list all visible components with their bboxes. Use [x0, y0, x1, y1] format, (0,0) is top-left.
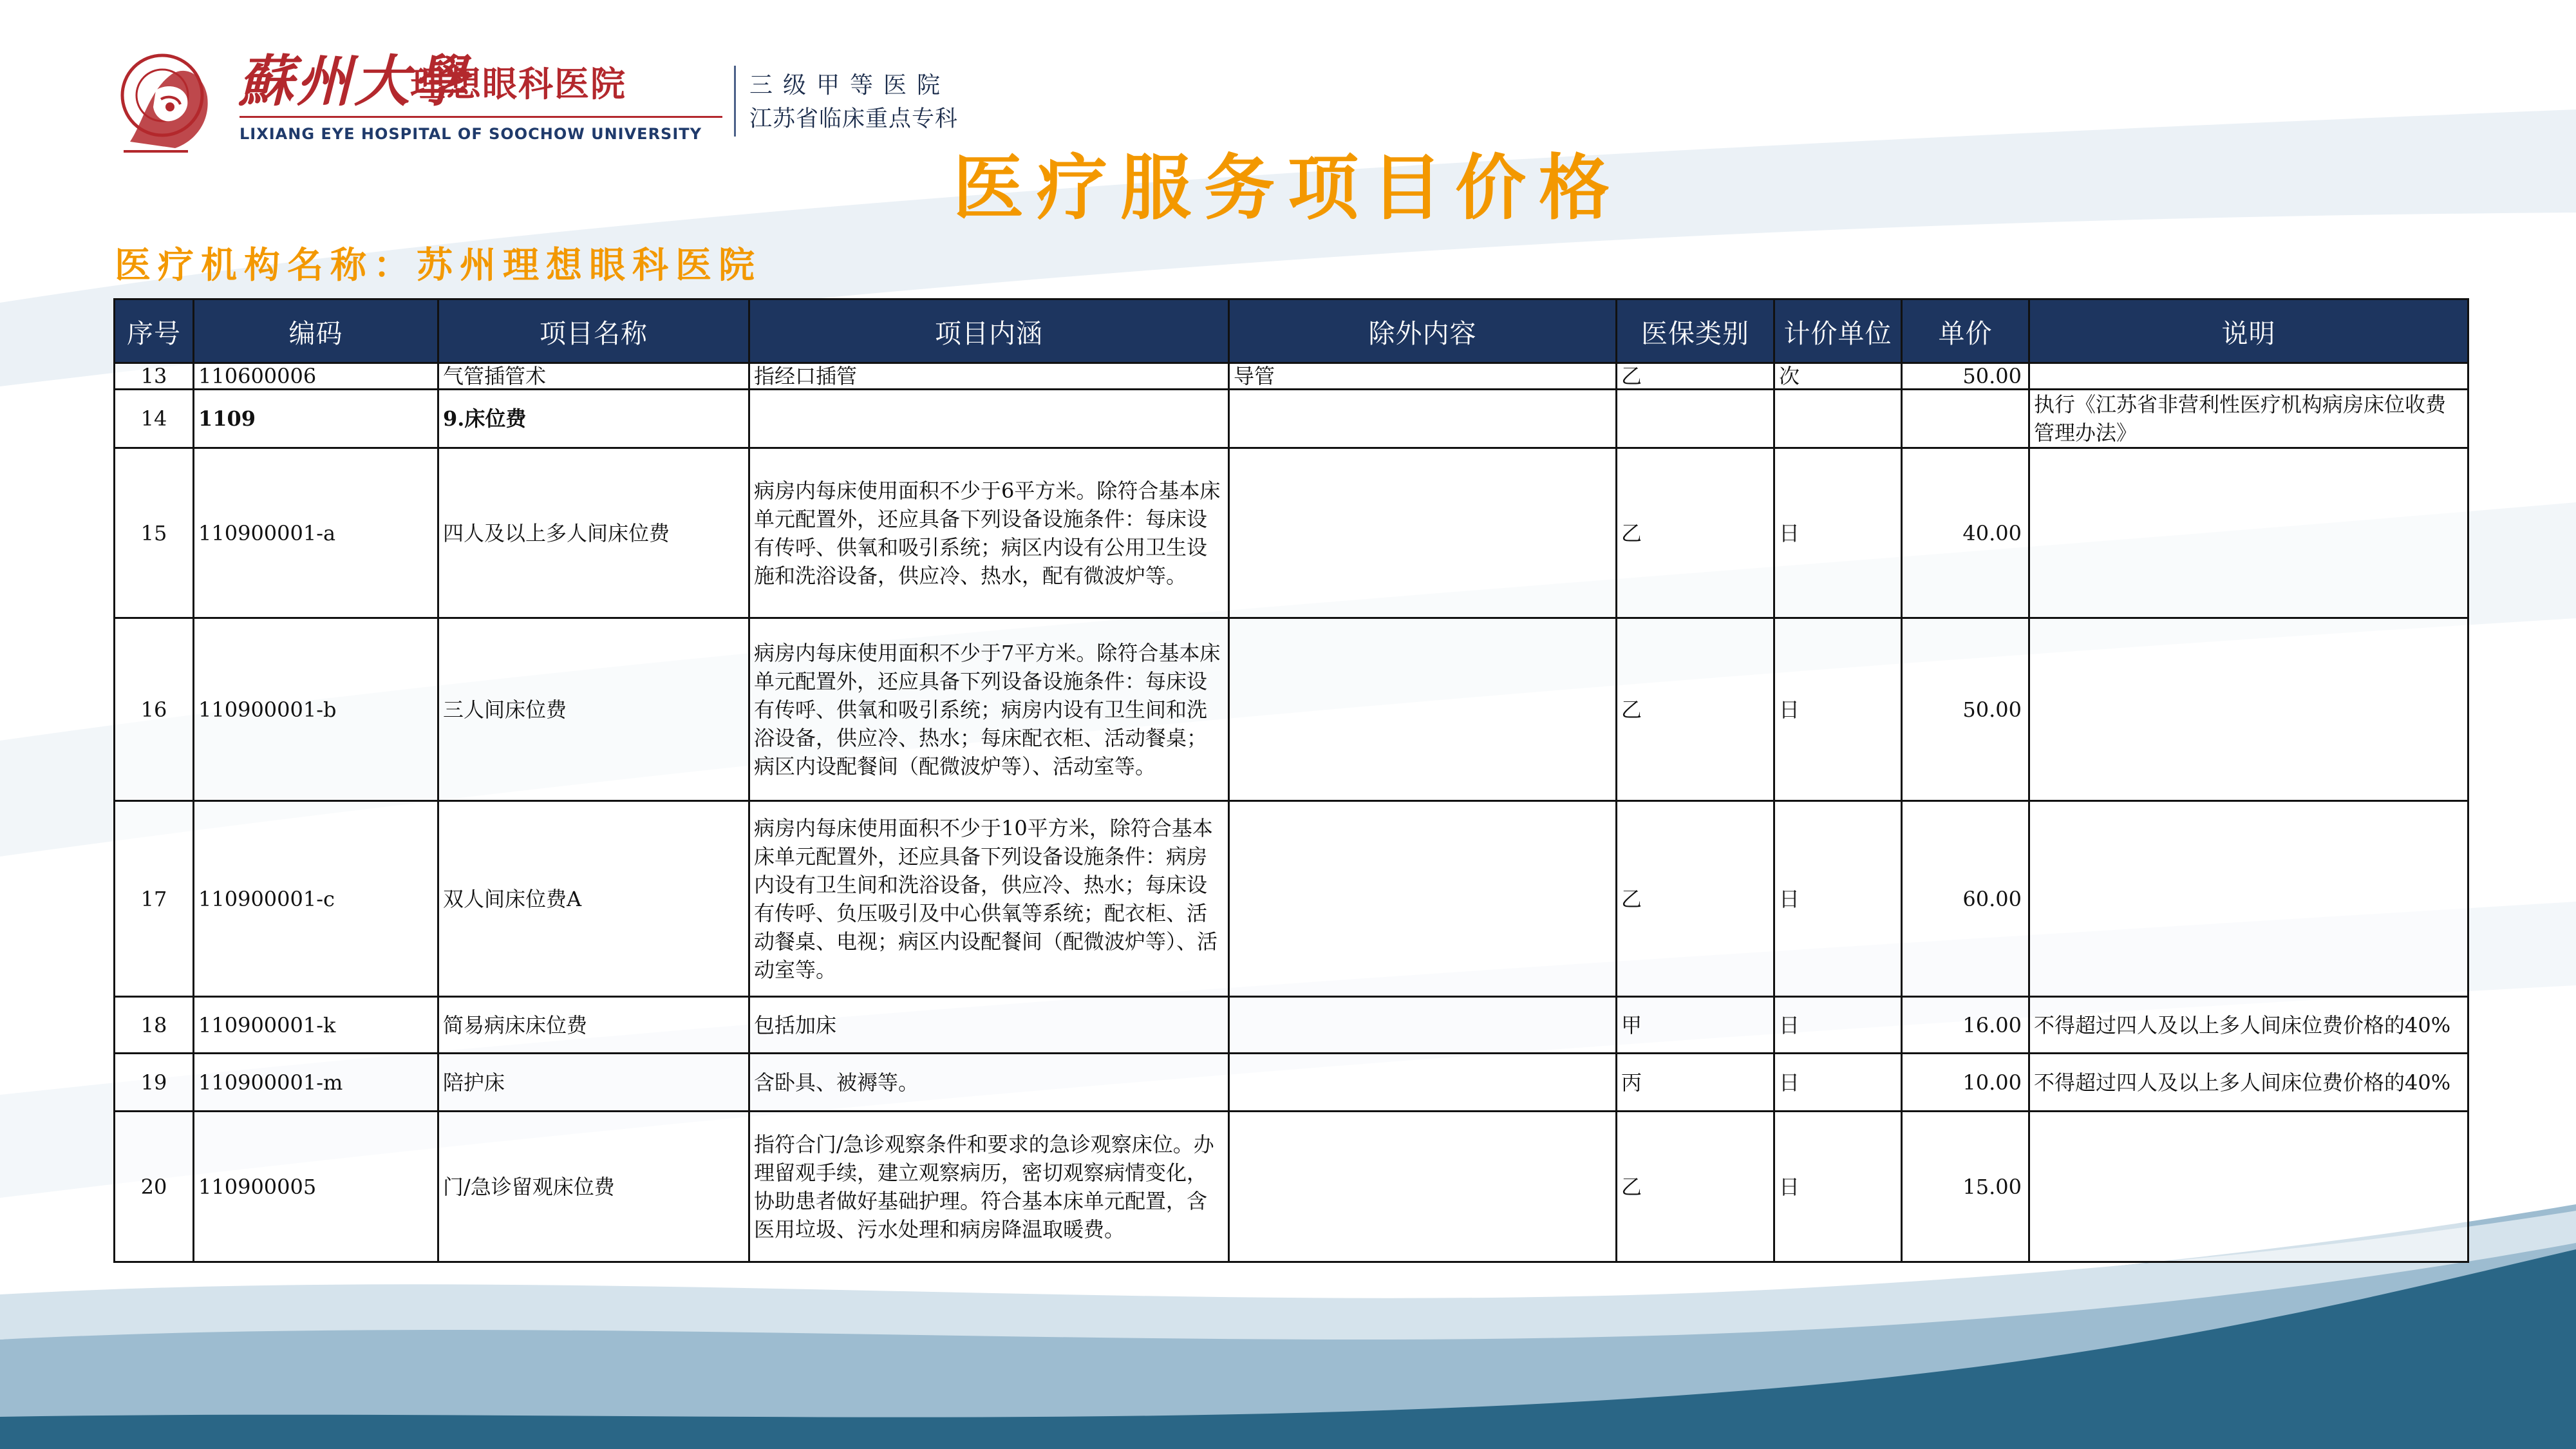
- cell-unit: 日: [1774, 448, 1902, 618]
- cell-content: 病房内每床使用面积不少于7平方米。除符合基本床单元配置外，还应具备下列设备设施条件：每床设有传呼、供氧和吸引系统；病房内设有卫生间和洗浴设备，供应冷、热水；每床配衣柜、活动餐桌；病区内设配餐间（配微波炉等）、活动室等。: [749, 618, 1229, 801]
- cell-unit: 日: [1774, 801, 1902, 997]
- table-row: [115, 1054, 2468, 1112]
- table-header-row: [115, 299, 2468, 363]
- col-header-seq: 序号: [115, 299, 194, 363]
- cell-note: [2029, 1112, 2468, 1262]
- cell-excluded: 导管: [1229, 363, 1617, 390]
- cell-price: 50.00: [1902, 618, 2029, 801]
- cell-price: 40.00: [1902, 448, 2029, 618]
- cell-content: 病房内每床使用面积不少于6平方米。除符合基本床单元配置外，还应具备下列设备设施条件：每床设有传呼、供氧和吸引系统；病区内设有公用卫生设施和洗浴设备，供应冷、热水，配有微波炉等。: [749, 448, 1229, 618]
- cell-note: [2029, 363, 2468, 390]
- cell-insurance: 乙: [1617, 618, 1774, 801]
- col-header-excluded: 除外内容: [1229, 299, 1617, 363]
- cell-excluded: [1229, 997, 1617, 1054]
- cell-price: 60.00: [1902, 801, 2029, 997]
- cell-insurance: 甲: [1617, 997, 1774, 1054]
- cell-code: 110900001-a: [194, 448, 438, 618]
- cell-insurance: 乙: [1617, 801, 1774, 997]
- page-title: 医疗服务项目价格: [953, 146, 1622, 229]
- cell-name: 四人及以上多人间床位费: [438, 448, 749, 618]
- cell-code: 110900001-c: [194, 801, 438, 997]
- cell-name: 双人间床位费A: [438, 801, 749, 997]
- cell-unit: 次: [1774, 363, 1902, 390]
- cell-content: 病房内每床使用面积不少于10平方米，除符合基本床单元配置外，还应具备下列设备设施条件：病房内设有卫生间和洗浴设备，供应冷、热水；每床设有传呼、负压吸引及中心供氧等系统；配衣柜、活动餐桌、电视；病区内设配餐间（配微波炉等）、活动室等。: [749, 801, 1229, 997]
- cell-seq: 16: [115, 618, 194, 801]
- cell-price: 10.00: [1902, 1054, 2029, 1112]
- cell-note: 执行《江苏省非营利性医疗机构病房床位收费管理办法》: [2029, 390, 2468, 448]
- cell-code: 110900001-k: [194, 997, 438, 1054]
- cell-excluded: [1229, 1054, 1617, 1112]
- col-header-price: 单价: [1902, 299, 2029, 363]
- cell-content: 含卧具、被褥等。: [749, 1054, 1229, 1112]
- cell-unit: 日: [1774, 997, 1902, 1054]
- cell-unit: 日: [1774, 1112, 1902, 1262]
- hospital-specialty: 江苏省临床重点专科: [749, 106, 959, 132]
- price-table: [113, 298, 2469, 1263]
- institution-line: [115, 238, 1080, 292]
- cell-content: 包括加床: [749, 997, 1229, 1054]
- cell-code: 110900001-m: [194, 1054, 438, 1112]
- hospital-grade: 三级甲等医院: [749, 72, 951, 99]
- cell-code: 110900001-b: [194, 618, 438, 801]
- logo-hospital-name: 理想眼科医院: [410, 64, 626, 104]
- logo-divider: [734, 66, 736, 137]
- cell-name: 气管插管术: [438, 363, 749, 390]
- cell-name: 9.床位费: [438, 390, 749, 448]
- cell-note: [2029, 801, 2468, 997]
- col-header-name: 项目名称: [438, 299, 749, 363]
- cell-unit: 日: [1774, 1054, 1902, 1112]
- cell-content: 指经口插管: [749, 363, 1229, 390]
- cell-excluded: [1229, 390, 1617, 448]
- cell-content: [749, 390, 1229, 448]
- table-row: [115, 390, 2468, 448]
- logo-english-name: LIXIANG EYE HOSPITAL OF SOOCHOW UNIVERSITY: [240, 125, 702, 143]
- cell-insurance: 乙: [1617, 448, 1774, 618]
- cell-name: 三人间床位费: [438, 618, 749, 801]
- cell-name: 门/急诊留观床位费: [438, 1112, 749, 1262]
- cell-excluded: [1229, 801, 1617, 997]
- cell-note: [2029, 448, 2468, 618]
- cell-insurance: 丙: [1617, 1054, 1774, 1112]
- table-row: [115, 801, 2468, 997]
- cell-seq: 17: [115, 801, 194, 997]
- cell-note: [2029, 618, 2468, 801]
- cell-insurance: 乙: [1617, 363, 1774, 390]
- cell-note: 不得超过四人及以上多人间床位费价格的40%: [2029, 997, 2468, 1054]
- cell-seq: 15: [115, 448, 194, 618]
- table-row: [115, 363, 2468, 390]
- logo-underline: [240, 116, 722, 118]
- col-header-insurance: 医保类别: [1617, 299, 1774, 363]
- table-row: [115, 618, 2468, 801]
- logo-university-name: 蘇州大學: [238, 49, 470, 114]
- cell-price: 50.00: [1902, 363, 2029, 390]
- cell-note: 不得超过四人及以上多人间床位费价格的40%: [2029, 1054, 2468, 1112]
- table-row: [115, 448, 2468, 618]
- cell-content: 指符合门/急诊观察条件和要求的急诊观察床位。办理留观手续，建立观察病历，密切观察病情变化，协助患者做好基础护理。符合基本床单元配置，含医用垃圾、污水处理和病房降温取暖费。: [749, 1112, 1229, 1262]
- institution-label: 医疗机构名称：: [115, 244, 417, 287]
- cell-insurance: [1617, 390, 1774, 448]
- cell-seq: 13: [115, 363, 194, 390]
- col-header-note: 说明: [2029, 299, 2468, 363]
- cell-code: 1109: [194, 390, 438, 448]
- hospital-logo: [111, 45, 959, 161]
- cell-code: 110600006: [194, 363, 438, 390]
- cell-excluded: [1229, 1112, 1617, 1262]
- cell-price: [1902, 390, 2029, 448]
- cell-excluded: [1229, 618, 1617, 801]
- col-header-unit: 计价单位: [1774, 299, 1902, 363]
- institution-name: 苏州理想眼科医院: [417, 244, 762, 287]
- cell-insurance: 乙: [1617, 1112, 1774, 1262]
- cell-excluded: [1229, 448, 1617, 618]
- table-row: [115, 997, 2468, 1054]
- table-row: [115, 1112, 2468, 1262]
- cell-name: 简易病床床位费: [438, 997, 749, 1054]
- cell-price: 16.00: [1902, 997, 2029, 1054]
- col-header-code: 编码: [194, 299, 438, 363]
- hospital-emblem-icon: [111, 45, 223, 158]
- cell-seq: 20: [115, 1112, 194, 1262]
- col-header-content: 项目内涵: [749, 299, 1229, 363]
- cell-seq: 18: [115, 997, 194, 1054]
- cell-price: 15.00: [1902, 1112, 2029, 1262]
- cell-code: 110900005: [194, 1112, 438, 1262]
- cell-unit: 日: [1774, 618, 1902, 801]
- cell-name: 陪护床: [438, 1054, 749, 1112]
- cell-seq: 19: [115, 1054, 194, 1112]
- cell-unit: [1774, 390, 1902, 448]
- cell-seq: 14: [115, 390, 194, 448]
